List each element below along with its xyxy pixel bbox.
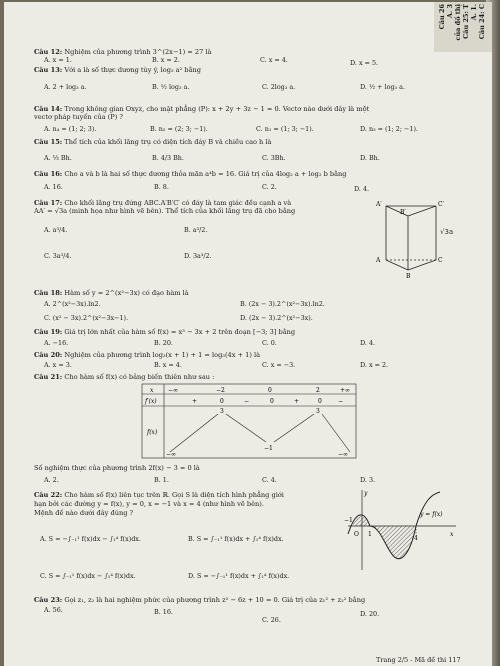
graph-x-label: x: [450, 531, 454, 538]
table-sign-0: +: [192, 398, 198, 405]
q21-option-a: A. 2.: [44, 476, 59, 484]
q13-option-c: C. 2log₃ a.: [262, 83, 296, 91]
question-13: Câu 13: Với a là số thực dương tùy ý, log₃ a² bằng: [34, 66, 201, 74]
fig-label-a1: A′: [376, 201, 382, 208]
fig-label-c1: C′: [438, 201, 444, 208]
q20-option-a: A. x = 3.: [44, 361, 72, 369]
table-x-0: −∞: [168, 387, 179, 394]
q16-option-a: A. 16.: [44, 183, 63, 191]
q22-option-a: A. S = −∫₋₁¹ f(x)dx − ∫₁⁴ f(x)dx.: [40, 535, 141, 543]
side-text-q24: Câu 24: C: [478, 4, 486, 40]
fig-hand-note: √3a: [440, 228, 454, 236]
q23-option-b: B. 16.: [154, 608, 173, 616]
question-22-line3: Mệnh đề nào dưới đây đúng ?: [34, 509, 134, 517]
table-x-4: +∞: [340, 387, 351, 394]
table-sign-4: +: [294, 398, 300, 405]
q13-option-a: A. 2 + log₃ a.: [44, 83, 87, 91]
q21-option-d: D. 3.: [360, 476, 376, 484]
q15-option-b: B. 4/3 Bh.: [152, 154, 184, 162]
graph-fx-label: y = f(x): [420, 511, 443, 518]
question-12: Câu 12: Nghiệm của phương trình 3^(2x−1) = 27 là: [34, 48, 212, 56]
side-text-q25: Câu 25: T: [462, 4, 470, 39]
table-fp-label: f′(x): [145, 398, 157, 405]
q18-option-d: D. (2x − 3).2^(x²−3x).: [240, 314, 313, 322]
question-19: Câu 19: Giá trị lớn nhất của hàm số f(x) = x³ − 3x + 2 trên đoạn [−3; 3] bằng: [34, 328, 296, 336]
question-16: Câu 16: Cho a và b là hai số thực dương thỏa mãn a⁴b = 16. Giá trị của 4log₂ a + log₂ b bằng: [34, 170, 347, 178]
q17-option-b: B. a³/2.: [184, 226, 208, 234]
table-f-label: f(x): [147, 429, 158, 436]
q13-option-b: B. ½ log₃ a.: [152, 83, 190, 91]
table-sign-3: 0: [270, 398, 274, 405]
table-x-1: −2: [216, 387, 225, 394]
table-x-label: x: [150, 387, 154, 394]
question-23: Câu 23: Gọi z₁, z₂ là hai nghiệm phức của phương trình z² − 6z + 10 = 0. Giá trị của z₁² + z₂² bằng: [34, 596, 366, 604]
q20-option-b: B. x = 4.: [154, 361, 182, 369]
q16-option-b: B. 8.: [154, 183, 169, 191]
q17-option-d: D. 3a³/2.: [184, 252, 212, 260]
table-f-2: −1: [264, 445, 273, 452]
q18-option-c: C. (x² − 3x).2^(x²−3x−1).: [44, 314, 129, 322]
page-footer: Trang 2/5 - Mã đề thi 117: [376, 656, 461, 664]
q18-option-b: B. (2x − 3).2^(x²−3x).ln2.: [240, 300, 325, 308]
table-sign-5: 0: [318, 398, 322, 405]
fig-label-b1: B′: [400, 209, 406, 216]
fig-label-b: B: [406, 273, 411, 278]
q20-option-d: D. x = 2.: [360, 361, 389, 369]
question-21: Câu 21: Cho hàm số f(x) có bảng biến thiên như sau :: [34, 373, 215, 381]
q23-option-a: A. 56.: [44, 606, 63, 614]
table-f-0: −∞: [166, 451, 177, 458]
q12-option-d: D. x = 5.: [350, 59, 379, 67]
table-sign-2: −: [244, 398, 250, 405]
fx-arrow-4: [322, 414, 350, 452]
side-text-q26: Câu 26: [438, 4, 446, 30]
graph-4-label: 4: [414, 535, 418, 542]
table-f-3: 3: [316, 408, 320, 415]
question-17-line2: AA′ = √3a (minh họa như hình vẽ bên). Thể tích của khối lăng trụ đã cho bằng: [34, 207, 296, 215]
q14-option-a: A. n₄ = (1; 2; 3).: [44, 125, 97, 133]
exam-page: [4, 2, 492, 666]
side-text-a1: A. 1.: [470, 4, 478, 21]
q18-option-a: A. 2^(x²−3x).ln2.: [44, 300, 101, 308]
area-graph: [344, 486, 460, 572]
q14-option-b: B. n₂ = (2; 3; −1).: [150, 125, 208, 133]
shaded-region-right: [370, 526, 416, 559]
q21-option-b: B. 1.: [154, 476, 169, 484]
question-20: Câu 20: Nghiệm của phương trình log₃(x + 1) + 1 = log₃(4x + 1) là: [34, 351, 261, 359]
next-page-strip: [434, 2, 492, 52]
table-f-1: 3: [220, 408, 224, 415]
table-x-3: 2: [316, 387, 320, 394]
shaded-region-left: [352, 516, 370, 526]
variation-table: [140, 382, 360, 462]
q13-option-d: D. ½ + log₃ a.: [360, 83, 405, 91]
q14-option-c: C. n₁ = (1; 3; −1).: [256, 125, 314, 133]
q23-option-d: D. 20.: [360, 610, 380, 618]
table-sign-6: −: [338, 398, 344, 405]
side-text-a3: A. 3: [446, 4, 454, 19]
q17-option-c: C. 3a³/4.: [44, 252, 72, 260]
graph-y-label: y: [364, 490, 368, 497]
question-17: Câu 17: Cho khối lăng trụ đứng ABC.A′B′C′ có đáy là tam giác đều cạnh a và: [34, 199, 292, 207]
question-14-line2: vectơ pháp tuyến của (P) ?: [34, 113, 123, 121]
q22-option-c: C. S = ∫₋₁¹ f(x)dx − ∫₁⁴ f(x)dx.: [40, 572, 136, 580]
q12-option-a: A. x = 1.: [44, 56, 72, 64]
table-f-4: −∞: [338, 451, 349, 458]
q21-option-c: C. 4.: [262, 476, 277, 484]
fig-label-a: A: [376, 257, 381, 264]
question-21-line2: Số nghiệm thực của phương trình 2f(x) − 3 = 0 là: [34, 464, 200, 472]
graph-m1-label: −1: [344, 517, 353, 524]
q12-option-c: C. x = 4.: [260, 56, 288, 64]
q12-option-b: B. x = 2.: [152, 56, 180, 64]
fig-label-c: C: [438, 257, 443, 264]
fx-arrow-2: [226, 414, 266, 442]
graph-1-label: 1: [368, 531, 372, 538]
graph-o-label: O: [354, 531, 359, 538]
q16-option-d: D. 4.: [354, 185, 370, 193]
q23-option-c: C. 26.: [262, 616, 281, 624]
q19-option-a: A. −16.: [44, 339, 69, 347]
question-18: Câu 18: Hàm số y = 2^(x²−3x) có đạo hàm là: [34, 289, 189, 297]
q19-option-d: D. 4.: [360, 339, 376, 347]
side-text-graph: của đồ thị: [454, 4, 462, 41]
q16-option-c: C. 2.: [262, 183, 277, 191]
table-x-2: 0: [268, 387, 272, 394]
question-22-line2: hạn bởi các đường y = f(x), y = 0, x = −1 và x = 4 (như hình vẽ bên).: [34, 500, 264, 508]
q19-option-b: B. 20.: [154, 339, 173, 347]
q22-option-d: D. S = −∫₋₁¹ f(x)dx + ∫₁⁴ f(x)dx.: [188, 572, 290, 580]
q15-option-a: A. ⅓ Bh.: [44, 154, 72, 162]
question-22: Câu 22: Cho hàm số f(x) liên tục trên ℝ. Gọi S là diện tích hình phẳng giới: [34, 491, 284, 499]
prism-figure: [376, 198, 466, 278]
question-14: Câu 14: Trong không gian Oxyz, cho mặt phẳng (P): x + 2y + 3z − 1 = 0. Vectơ nào dưới đây là một: [34, 105, 370, 113]
fx-arrow-3: [274, 414, 314, 442]
q17-option-a: A. a³/4.: [44, 226, 68, 234]
q20-option-c: C. x = −3.: [262, 361, 296, 369]
q22-option-b: B. S = ∫₋₁¹ f(x)dx + ∫₁⁴ f(x)dx.: [188, 535, 284, 543]
q15-option-c: C. 3Bh.: [262, 154, 286, 162]
q14-option-d: D. n₃ = (1; 2; −1).: [360, 125, 418, 133]
q19-option-c: C. 0.: [262, 339, 277, 347]
q15-option-d: D. Bh.: [360, 154, 380, 162]
table-sign-1: 0: [220, 398, 224, 405]
fx-arrow-1: [170, 414, 218, 452]
question-15: Câu 15: Thể tích của khối lăng trụ có diện tích đáy B và chiều cao h là: [34, 138, 272, 146]
